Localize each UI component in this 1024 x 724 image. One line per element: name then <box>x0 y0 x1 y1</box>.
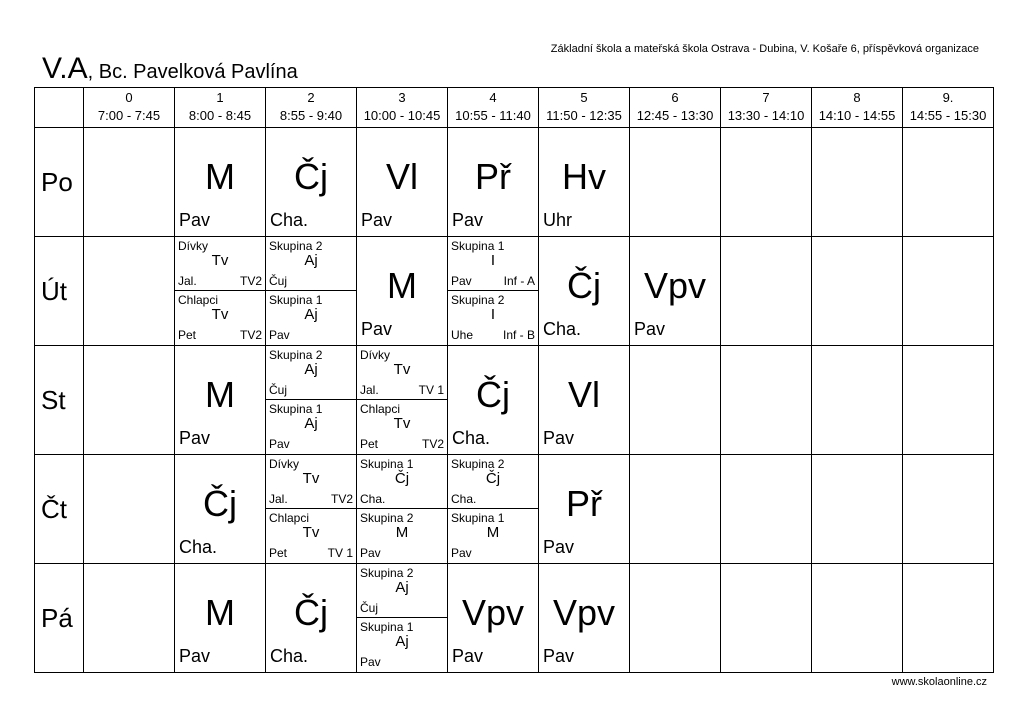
empty-slot <box>630 455 720 563</box>
lesson-cell <box>448 346 539 455</box>
lesson-cell <box>175 128 266 237</box>
period-header <box>84 88 175 128</box>
header-row <box>35 88 994 128</box>
lesson-cell <box>903 237 994 346</box>
subject: Aj <box>395 579 409 596</box>
group-lesson <box>448 509 538 562</box>
group-lesson <box>357 564 447 618</box>
lesson-cell <box>630 128 721 237</box>
group-lesson <box>357 346 447 400</box>
period-number: 7 <box>762 90 770 105</box>
empty-slot <box>721 346 811 454</box>
room: TV 1 <box>327 546 353 560</box>
lesson-cell <box>84 455 175 564</box>
lesson-cell <box>812 237 903 346</box>
period-number: 5 <box>580 90 588 105</box>
group-name: Skupina 2 <box>451 457 505 471</box>
period-header <box>175 88 266 128</box>
subject: M <box>205 374 235 415</box>
room: TV2 <box>330 492 353 506</box>
lesson-cell <box>721 237 812 346</box>
class-name: V.A <box>42 52 88 85</box>
subject: Tv <box>302 470 320 487</box>
group-lesson <box>448 237 538 291</box>
teacher: Pav <box>179 428 211 448</box>
group-name: Skupina 2 <box>360 511 414 525</box>
teacher: Pav <box>361 319 393 339</box>
lesson-cell <box>84 237 175 346</box>
teacher: Uhe <box>451 328 474 342</box>
group-lesson <box>266 237 356 291</box>
subject: Čj <box>203 483 237 524</box>
lesson <box>357 128 447 236</box>
group-lesson <box>357 455 447 509</box>
empty-slot <box>903 455 993 563</box>
lesson-cell <box>357 455 448 564</box>
lesson-cell <box>812 564 903 673</box>
subject: M <box>395 524 409 541</box>
teacher: Jal. <box>269 492 288 506</box>
lesson-cell <box>448 455 539 564</box>
day-label: Po <box>35 128 84 237</box>
group-name: Skupina 1 <box>360 620 414 634</box>
group-name: Dívky <box>360 348 390 362</box>
teacher: Pav <box>451 546 472 560</box>
day-label: Čt <box>35 455 84 564</box>
subject: Tv <box>211 306 229 323</box>
group-lesson <box>448 455 538 509</box>
subject: Čj <box>476 374 510 415</box>
lesson-cell <box>903 346 994 455</box>
subject: Vl <box>567 374 600 415</box>
group-lesson <box>357 509 447 562</box>
group-lesson <box>175 237 265 291</box>
lesson <box>448 564 538 672</box>
empty-slot <box>630 346 720 454</box>
period-time: 10:55 - 11:40 <box>455 108 531 123</box>
teacher: Pav <box>360 655 381 669</box>
room: TV 1 <box>418 383 444 397</box>
room: TV2 <box>239 328 262 342</box>
lesson-cell <box>175 455 266 564</box>
period-number: 8 <box>853 90 861 105</box>
period-header <box>630 88 721 128</box>
period-number: 1 <box>216 90 224 105</box>
lesson-cell <box>721 455 812 564</box>
lesson-cell <box>266 564 357 673</box>
lesson-cell <box>266 346 357 455</box>
lesson-cell <box>903 128 994 237</box>
teacher: Pav <box>634 319 666 339</box>
teacher: Cha. <box>270 646 309 666</box>
subject: Vl <box>385 156 418 197</box>
day-row <box>35 564 994 673</box>
group-name: Skupina 2 <box>269 239 323 253</box>
room: Inf - A <box>503 274 535 288</box>
school-name: Základní škola a mateřská škola Ostrava - Dubina, V. Košaře 6, příspěvková organizace <box>550 43 979 55</box>
lesson-cell <box>539 564 630 673</box>
lesson-cell <box>357 564 448 673</box>
page-title <box>42 52 298 86</box>
teacher: Čuj <box>360 601 379 615</box>
empty-slot <box>630 564 720 672</box>
teacher: Pav <box>269 437 290 451</box>
day-label: Pá <box>35 564 84 673</box>
teacher: Pav <box>543 428 575 448</box>
group-name: Skupina 1 <box>269 293 323 307</box>
lesson <box>630 237 720 345</box>
lesson-cell <box>630 237 721 346</box>
period-time: 10:00 - 10:45 <box>363 108 441 123</box>
group-name: Skupina 2 <box>451 293 505 307</box>
subject: Čj <box>485 470 501 487</box>
teacher: Cha. <box>543 319 582 339</box>
lesson <box>175 564 265 672</box>
subject: Tv <box>211 252 229 269</box>
teacher: Cha. <box>270 210 309 230</box>
period-header <box>539 88 630 128</box>
subject: Tv <box>393 361 411 378</box>
group-lesson <box>266 455 356 509</box>
group-name: Chlapci <box>269 511 310 525</box>
subject: Čj <box>394 470 410 487</box>
empty-slot <box>812 455 902 563</box>
subject: Vpv <box>552 592 616 633</box>
period-number: 2 <box>307 90 315 105</box>
period-time: 7:00 - 7:45 <box>97 108 161 123</box>
subject: I <box>490 252 496 269</box>
subject: Hv <box>562 156 606 197</box>
teacher: Cha. <box>179 537 218 557</box>
lesson-cell <box>175 237 266 346</box>
day-row <box>35 346 994 455</box>
lesson-cell <box>630 455 721 564</box>
subject: Vpv <box>461 592 525 633</box>
empty-slot <box>630 128 720 236</box>
day-row <box>35 455 994 564</box>
subject: I <box>490 306 496 323</box>
empty-slot <box>84 564 174 672</box>
subject: Čj <box>567 265 601 306</box>
lesson <box>448 346 538 454</box>
period-header <box>903 88 994 128</box>
lesson-cell <box>175 564 266 673</box>
empty-slot <box>903 237 993 345</box>
period-header <box>357 88 448 128</box>
empty-slot <box>84 346 174 454</box>
group-name: Dívky <box>178 239 208 253</box>
group-name: Skupina 1 <box>451 239 505 253</box>
lesson-cell <box>721 128 812 237</box>
empty-slot <box>721 237 811 345</box>
lesson <box>175 346 265 454</box>
subject: Aj <box>304 361 318 378</box>
lesson <box>357 237 447 345</box>
empty-slot <box>812 237 902 345</box>
lesson-cell <box>721 564 812 673</box>
period-number: 6 <box>671 90 679 105</box>
teacher: Jal. <box>360 383 379 397</box>
teacher: Cha. <box>452 428 491 448</box>
subject: Aj <box>304 252 318 269</box>
group-lesson <box>357 618 447 671</box>
lesson-cell <box>812 128 903 237</box>
group-name: Chlapci <box>178 293 219 307</box>
lesson-cell <box>448 564 539 673</box>
lesson-cell <box>84 128 175 237</box>
class-teacher: , Bc. Pavelková Pavlína <box>87 61 298 83</box>
lesson-cell <box>630 346 721 455</box>
period-time: 11:50 - 12:35 <box>546 108 622 123</box>
empty-slot <box>812 564 902 672</box>
footer-link[interactable]: www.skolaonline.cz <box>891 676 987 688</box>
lesson <box>539 128 629 236</box>
group-lesson <box>448 291 538 344</box>
group-name: Dívky <box>269 457 299 471</box>
lesson-cell <box>357 128 448 237</box>
subject: M <box>205 156 235 197</box>
group-name: Skupina 1 <box>451 511 505 525</box>
empty-slot <box>903 128 993 236</box>
subject: Př <box>566 483 602 524</box>
subject: Aj <box>304 415 318 432</box>
group-lesson <box>175 291 265 344</box>
empty-slot <box>721 128 811 236</box>
room: TV2 <box>239 274 262 288</box>
subject: Čj <box>294 156 328 197</box>
period-header <box>266 88 357 128</box>
group-lesson <box>266 291 356 344</box>
subject: Tv <box>302 524 320 541</box>
group-lesson <box>266 400 356 453</box>
group-lesson <box>357 400 447 453</box>
room: Inf - B <box>502 328 535 342</box>
lesson <box>266 128 356 236</box>
teacher: Pav <box>543 537 575 557</box>
lesson-cell <box>175 346 266 455</box>
group-lesson <box>266 509 356 562</box>
teacher: Pav <box>269 328 290 342</box>
lesson-cell <box>903 564 994 673</box>
lesson <box>175 128 265 236</box>
lesson-cell <box>266 237 357 346</box>
period-header <box>721 88 812 128</box>
lesson-cell <box>84 564 175 673</box>
day-row <box>35 237 994 346</box>
teacher: Cha. <box>360 492 386 506</box>
lesson <box>539 455 629 563</box>
subject: M <box>486 524 500 541</box>
group-name: Chlapci <box>360 402 401 416</box>
teacher: Pav <box>179 646 211 666</box>
teacher: Pav <box>361 210 393 230</box>
lesson-cell <box>903 455 994 564</box>
empty-slot <box>84 237 174 345</box>
teacher: Pav <box>452 646 484 666</box>
teacher: Pet <box>269 546 288 560</box>
subject: Př <box>475 156 511 197</box>
lesson-cell <box>539 128 630 237</box>
period-time: 12:45 - 13:30 <box>636 108 714 123</box>
empty-slot <box>812 346 902 454</box>
lesson <box>539 237 629 345</box>
lesson <box>539 564 629 672</box>
lesson <box>448 128 538 236</box>
timetable <box>34 87 994 673</box>
subject: Aj <box>304 306 318 323</box>
lesson-cell <box>266 455 357 564</box>
lesson-cell <box>357 237 448 346</box>
subject: M <box>387 265 417 306</box>
period-number: 9. <box>942 90 954 105</box>
lesson-cell <box>539 455 630 564</box>
day-label: Út <box>35 237 84 346</box>
room: TV2 <box>421 437 444 451</box>
subject: Tv <box>393 415 411 432</box>
teacher: Pav <box>543 646 575 666</box>
lesson <box>266 564 356 672</box>
teacher: Pav <box>451 274 472 288</box>
lesson-cell <box>812 455 903 564</box>
teacher: Čuj <box>269 274 288 288</box>
empty-slot <box>84 455 174 563</box>
day-row <box>35 128 994 237</box>
teacher: Uhr <box>543 210 573 230</box>
period-number: 0 <box>125 90 133 105</box>
lesson-cell <box>539 237 630 346</box>
lesson-cell <box>539 346 630 455</box>
day-label: St <box>35 346 84 455</box>
period-number: 4 <box>489 90 497 105</box>
period-number: 3 <box>398 90 406 105</box>
lesson-cell <box>266 128 357 237</box>
period-header <box>812 88 903 128</box>
period-time: 13:30 - 14:10 <box>727 108 805 123</box>
empty-slot <box>812 128 902 236</box>
lesson-cell <box>721 346 812 455</box>
lesson-cell <box>630 564 721 673</box>
period-time: 14:55 - 15:30 <box>909 108 987 123</box>
corner-cell <box>35 88 84 128</box>
teacher: Pav <box>179 210 211 230</box>
teacher: Cha. <box>451 492 477 506</box>
subject: Vpv <box>643 265 707 306</box>
lesson-cell <box>84 346 175 455</box>
teacher: Pav <box>452 210 484 230</box>
subject: M <box>205 592 235 633</box>
lesson-cell <box>448 237 539 346</box>
period-time: 8:00 - 8:45 <box>188 108 252 123</box>
group-name: Skupina 1 <box>269 402 323 416</box>
group-name: Skupina 1 <box>360 457 414 471</box>
teacher: Čuj <box>269 383 288 397</box>
lesson <box>175 455 265 563</box>
lesson-cell <box>448 128 539 237</box>
empty-slot <box>721 564 811 672</box>
empty-slot <box>903 564 993 672</box>
teacher: Pet <box>178 328 197 342</box>
period-header <box>448 88 539 128</box>
subject: Čj <box>294 592 328 633</box>
empty-slot <box>84 128 174 236</box>
period-time: 8:55 - 9:40 <box>279 108 343 123</box>
lesson-cell <box>812 346 903 455</box>
lesson <box>539 346 629 454</box>
empty-slot <box>903 346 993 454</box>
lesson-cell <box>357 346 448 455</box>
teacher: Pet <box>360 437 379 451</box>
period-time: 14:10 - 14:55 <box>818 108 896 123</box>
group-name: Skupina 2 <box>269 348 323 362</box>
group-name: Skupina 2 <box>360 566 414 580</box>
teacher: Jal. <box>178 274 197 288</box>
group-lesson <box>266 346 356 400</box>
teacher: Pav <box>360 546 381 560</box>
subject: Aj <box>395 633 409 650</box>
empty-slot <box>721 455 811 563</box>
